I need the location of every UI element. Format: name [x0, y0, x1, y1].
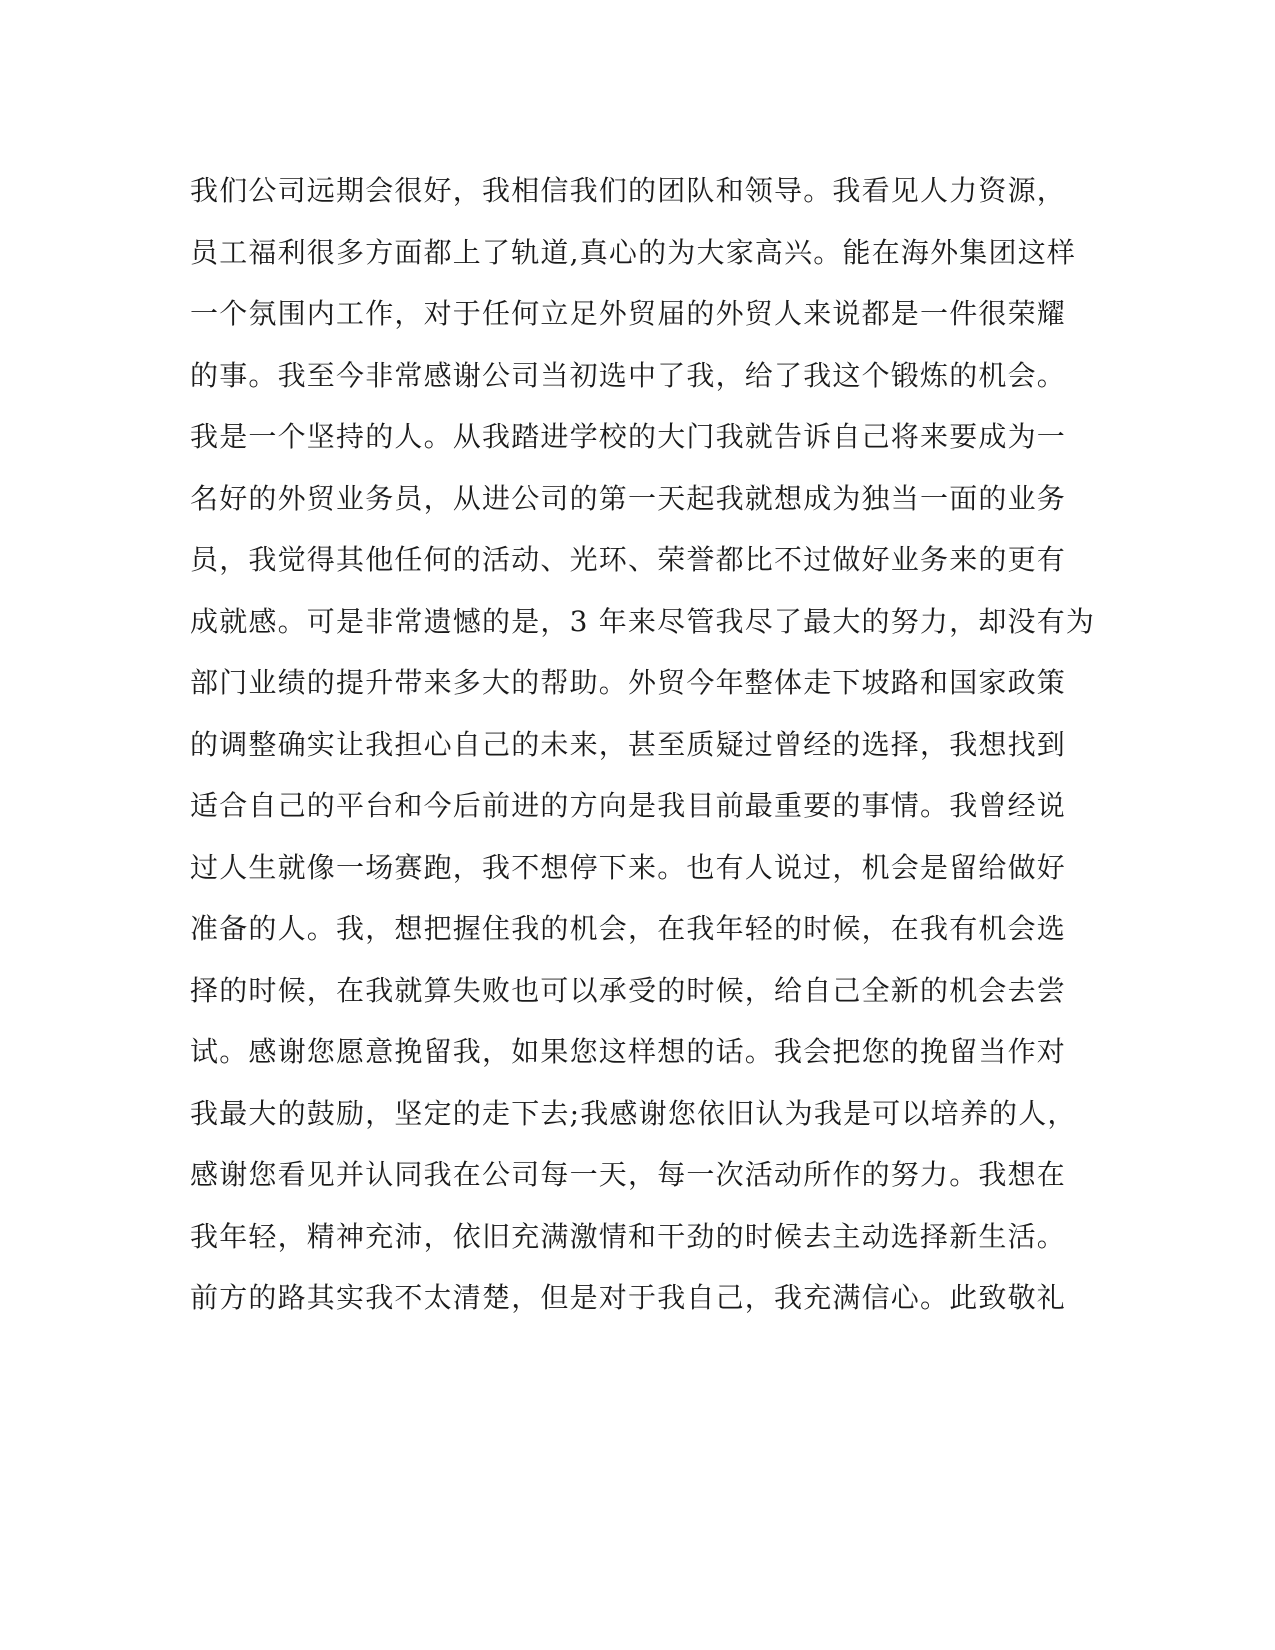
text-line: 前方的路其实我不太清楚，但是对于我自己，我充满信心。此致敬礼 — [190, 1281, 1067, 1314]
text-line: 的事。我至今非常感谢公司当初选中了我，给了我这个锻炼的机会。 — [190, 358, 1067, 392]
text-line: 适合自己的平台和今后前进的方向是我目前最重要的事情。我曾经说 — [190, 789, 1067, 822]
text-line: 择的时候，在我就算失败也可以承受的时候，给自己全新的机会去尝 — [190, 973, 1067, 1007]
text-line: 试。感谢您愿意挽留我，如果您这样想的话。我会把您的挽留当作对 — [190, 1035, 1067, 1068]
text-line: 过人生就像一场赛跑，我不想停下来。也有人说过，机会是留给做好 — [190, 850, 1067, 884]
text-line: 名好的外贸业务员，从进公司的第一天起我就想成为独当一面的业务 — [190, 481, 1067, 515]
text-line: 成就感。可是非常遗憾的是，3 年来尽管我尽了最大的努力，却没有为 — [190, 604, 1096, 638]
text-line: 部门业绩的提升带来多大的帮助。外贸今年整体走下坡路和国家政策 — [190, 666, 1067, 699]
text-line: 感谢您看见并认同我在公司每一天，每一次活动所作的努力。我想在 — [190, 1158, 1067, 1191]
text-line: 准备的人。我，想把握住我的机会，在我年轻的时候，在我有机会选 — [190, 912, 1067, 945]
text-line: 员，我觉得其他任何的活动、光环、荣誉都比不过做好业务来的更有 — [190, 543, 1067, 576]
text-line: 我最大的鼓励，坚定的走下去;我感谢您依旧认为我是可以培养的人， — [190, 1096, 1077, 1130]
text-line: 我是一个坚持的人。从我踏进学校的大门我就告诉自己将来要成为一 — [190, 420, 1067, 453]
body-text — [190, 160, 1096, 1329]
text-line: 员工福利很多方面都上了轨道,真心的为大家高兴。能在海外集团这样 — [190, 235, 1077, 269]
text-line: 我们公司远期会很好，我相信我们的团队和领导。我看见人力资源， — [190, 174, 1067, 207]
text-line: 一个氛围内工作，对于任何立足外贸届的外贸人来说都是一件很荣耀 — [190, 297, 1067, 330]
text-line: 的调整确实让我担心自己的未来，甚至质疑过曾经的选择，我想找到 — [190, 727, 1067, 761]
text-line: 我年轻，精神充沛，依旧充满激情和干劲的时候去主动选择新生活。 — [190, 1219, 1067, 1253]
